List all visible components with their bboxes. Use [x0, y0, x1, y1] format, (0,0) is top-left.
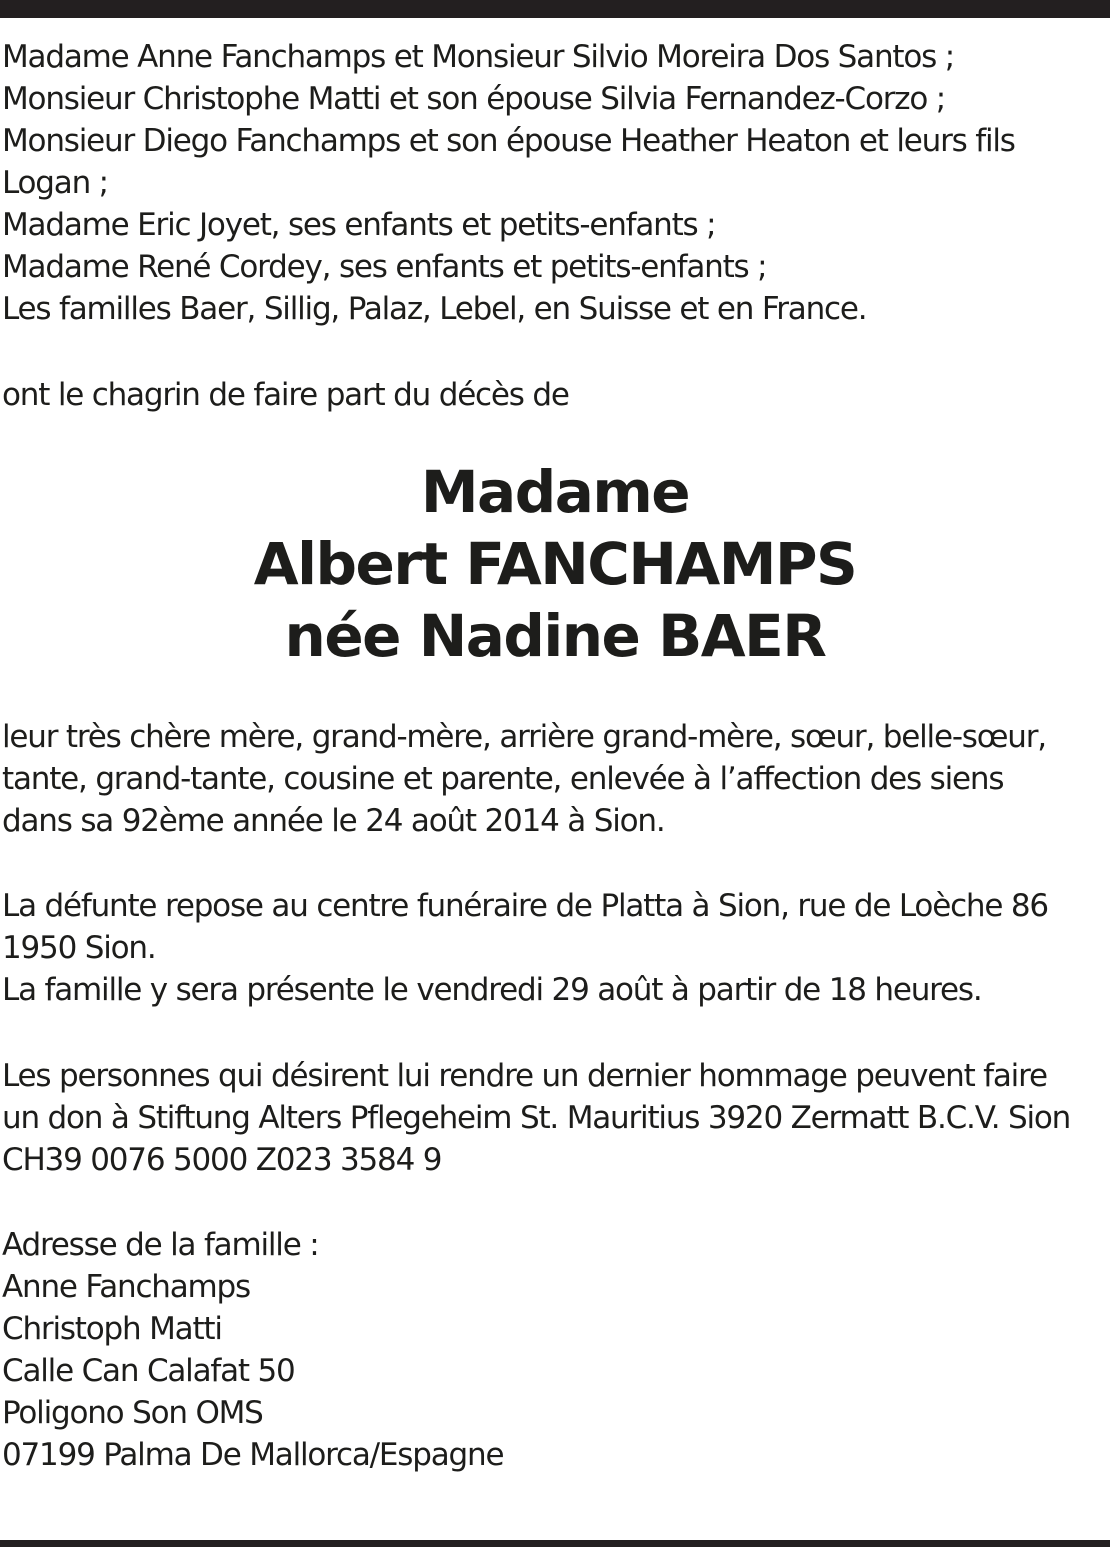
address-line: 07199 Palma De Mallorca/Espagne — [2, 1437, 504, 1473]
rest-line: La famille y sera présente le vendredi 29 août à partir de 18 heures. — [2, 972, 982, 1008]
description-line: tante, grand-tante, cousine et parente, enlevée à l’affection des siens — [2, 761, 1004, 797]
donation-info — [2, 1055, 1110, 1181]
family-list — [2, 36, 1110, 330]
description-line: leur très chère mère, grand-mère, arrière grand-mère, sœur, belle-sœur, — [2, 719, 1046, 755]
deceased-maiden-name: née Nadine BAER — [284, 602, 826, 670]
family-line: Logan ; — [2, 165, 108, 201]
donation-line: Les personnes qui désirent lui rendre un dernier hommage peuvent faire — [2, 1058, 1047, 1094]
rest-info — [2, 885, 1110, 1011]
address-line: Poligono Son OMS — [2, 1395, 263, 1431]
family-line: Monsieur Diego Fanchamps et son épouse Heather Heaton et leurs fils — [2, 123, 1015, 159]
rest-line: 1950 Sion. — [2, 930, 156, 966]
family-line: Madame René Cordey, ses enfants et petits-enfants ; — [2, 249, 767, 285]
rest-line: La défunte repose au centre funéraire de Platta à Sion, rue de Loèche 86 — [2, 888, 1048, 924]
address-line: Anne Fanchamps — [2, 1269, 250, 1305]
description-line: dans sa 92ème année le 24 août 2014 à Sion. — [2, 803, 665, 839]
family-line: Les familles Baer, Sillig, Palaz, Lebel, en Suisse et en France. — [2, 291, 867, 327]
deceased-name-block — [0, 456, 1110, 672]
announcement — [2, 374, 1110, 416]
family-line: Madame Eric Joyet, ses enfants et petits-enfants ; — [2, 207, 716, 243]
bottom-border-rule — [0, 1540, 1110, 1547]
deceased-title: Madame — [420, 458, 690, 526]
donation-line: un don à Stiftung Alters Pflegeheim St. Mauritius 3920 Zermatt B.C.V. Sion — [2, 1100, 1071, 1136]
family-address — [2, 1224, 1110, 1476]
deceased-name: Albert FANCHAMPS — [253, 530, 857, 598]
address-line: Christoph Matti — [2, 1311, 222, 1347]
address-heading: Adresse de la famille : — [2, 1227, 319, 1263]
donation-line: CH39 0076 5000 Z023 3584 9 — [2, 1142, 442, 1178]
family-line: Monsieur Christophe Matti et son épouse Silvia Fernandez-Corzo ; — [2, 81, 945, 117]
announcement-text: ont le chagrin de faire part du décès de — [2, 377, 569, 413]
top-border-rule — [0, 0, 1110, 18]
family-line: Madame Anne Fanchamps et Monsieur Silvio Moreira Dos Santos ; — [2, 39, 954, 75]
description — [2, 716, 1110, 842]
address-line: Calle Can Calafat 50 — [2, 1353, 295, 1389]
